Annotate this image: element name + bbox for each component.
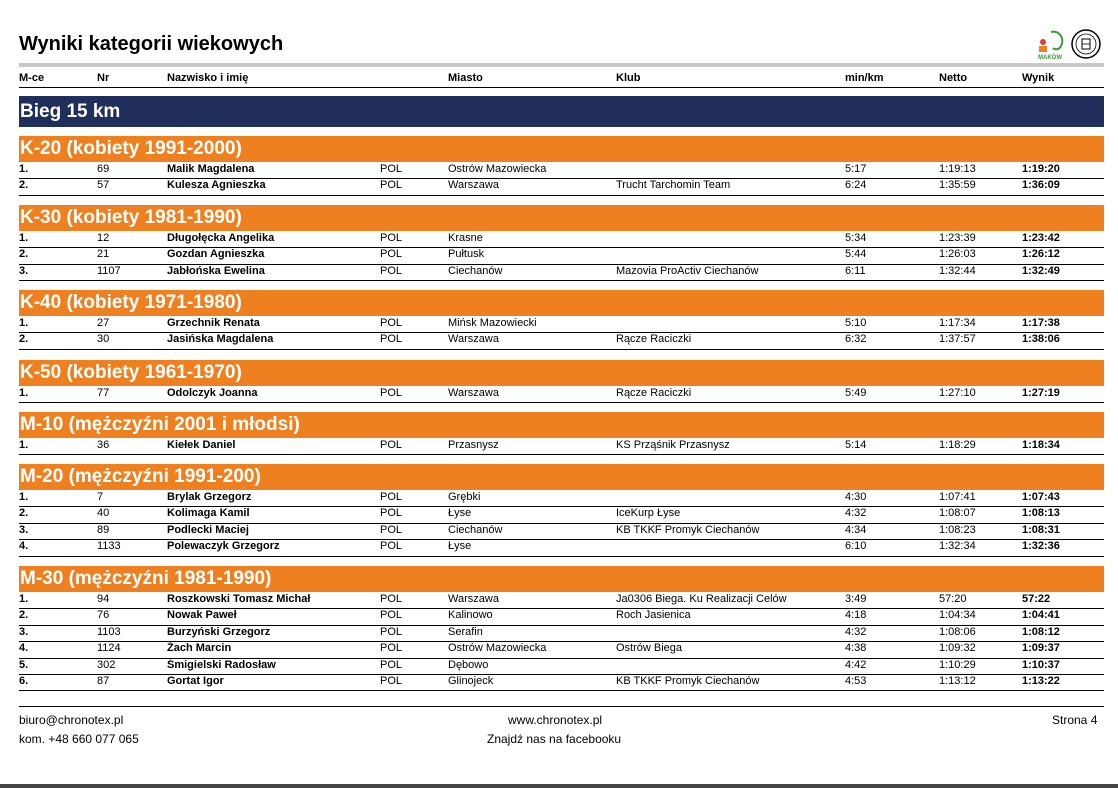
cell-result: 1:27:19: [1022, 387, 1060, 399]
cell-nr: 1124: [97, 642, 121, 655]
cell-place: 3.: [19, 264, 29, 277]
cell-country: POL: [380, 248, 403, 261]
cell-club: KS Prząśnik Przasnysz: [616, 439, 730, 451]
table-row: [19, 162, 1104, 179]
cell-pace: 4:18: [845, 609, 867, 622]
cell-city: Glinojeck: [448, 675, 494, 687]
cell-place: 3.: [19, 625, 29, 638]
cell-name: Nowak Paweł: [167, 609, 237, 622]
cell-country: POL: [380, 179, 403, 192]
cell-city: Dębowo: [448, 658, 489, 671]
footer-rule: [19, 706, 1104, 707]
table-row: [19, 247, 1104, 264]
cell-net: 1:37:57: [939, 333, 976, 346]
cell-pace: 4:38: [845, 642, 867, 655]
cell-country: POL: [380, 507, 403, 520]
cell-country: POL: [380, 675, 403, 687]
cell-result: 1:32:36: [1022, 540, 1060, 553]
cell-net: 1:08:07: [939, 507, 976, 520]
table-row: [19, 178, 1104, 195]
cell-city: Łyse: [448, 540, 472, 553]
cell-net: 1:04:34: [939, 609, 976, 622]
cell-result: 1:19:20: [1022, 163, 1060, 175]
cell-net: 1:10:29: [939, 658, 976, 671]
cell-city: Warszawa: [448, 387, 499, 399]
cell-country: POL: [380, 317, 403, 329]
cell-city: Ciechanów: [448, 523, 503, 536]
cell-city: Ostrów Mazowiecka: [448, 163, 547, 175]
cell-pace: 5:34: [845, 232, 867, 244]
cell-result: 1:17:38: [1022, 317, 1060, 329]
cell-pace: 6:11: [845, 264, 866, 277]
table-row: [19, 625, 1104, 642]
cell-pace: 5:14: [845, 439, 867, 451]
col-name: Nazwisko i imię: [167, 72, 249, 84]
cell-nr: 94: [97, 593, 110, 605]
cell-name: Śmigielski Radosław: [167, 658, 276, 671]
cell-city: Ostrów Mazowiecka: [448, 642, 547, 655]
cell-net: 1:32:34: [939, 540, 976, 553]
cell-nr: 57: [97, 179, 110, 192]
cell-club: Rącze Raciczki: [616, 387, 692, 399]
cell-country: POL: [380, 439, 403, 451]
cell-result: 1:13:22: [1022, 675, 1060, 687]
table-row: [19, 231, 1104, 248]
logo-text: MAKÓW: [1038, 55, 1062, 61]
cell-result: 1:08:12: [1022, 625, 1060, 638]
cell-city: Kalinowo: [448, 609, 493, 622]
footer-facebook: Znajdź nas na facebooku: [487, 732, 622, 746]
cell-nr: 21: [97, 248, 110, 261]
footer-website: www.chronotex.pl: [508, 713, 603, 727]
category-title: M-30 (mężczyźni 1981-1990): [19, 566, 1104, 592]
cell-place: 5.: [19, 658, 29, 671]
header-rule: [19, 63, 1104, 67]
cell-place: 2.: [19, 248, 29, 261]
cell-nr: 12: [97, 232, 110, 244]
col-club: Klub: [616, 72, 641, 84]
category-title: K-50 (kobiety 1961-1970): [19, 360, 1104, 386]
cell-country: POL: [380, 232, 403, 244]
cell-place: 4.: [19, 540, 29, 553]
table-row: [19, 641, 1104, 658]
col-net: Netto: [939, 72, 968, 84]
page-title: Wyniki kategorii wiekowych: [19, 33, 284, 55]
cell-pace: 4:32: [845, 625, 867, 638]
cell-place: 1.: [19, 232, 29, 244]
category-title: M-10 (mężczyźni 2001 i młodsi): [19, 412, 1104, 438]
cell-country: POL: [380, 625, 403, 638]
footer-email: biuro@chronotex.pl: [19, 713, 124, 727]
cell-pace: 4:42: [845, 658, 867, 671]
cell-net: 1:13:12: [939, 675, 976, 687]
cell-name: Długołęcka Angelika: [167, 232, 275, 244]
cell-place: 6.: [19, 675, 29, 687]
cell-place: 1.: [19, 491, 29, 503]
table-row: [19, 539, 1104, 556]
makow-logo-icon: [1033, 28, 1067, 62]
footer-page: Strona 4: [1052, 713, 1098, 727]
cell-place: 4.: [19, 642, 29, 655]
cell-place: 2.: [19, 609, 29, 622]
cell-nr: 69: [97, 163, 110, 175]
cell-club: Rącze Raciczki: [616, 333, 692, 346]
cell-nr: 77: [97, 387, 110, 399]
cell-country: POL: [380, 642, 403, 655]
cell-country: POL: [380, 609, 403, 622]
cell-name: Kiełek Daniel: [167, 439, 236, 451]
cell-name: Roszkowski Tomasz Michał: [167, 593, 311, 605]
cell-club: Trucht Tarchomin Team: [616, 179, 731, 192]
cell-nr: 87: [97, 675, 110, 687]
cell-city: Ciechanów: [448, 264, 503, 277]
cell-name: Burzyński Grzegorz: [167, 625, 271, 638]
cell-net: 1:23:39: [939, 232, 976, 244]
cell-club: IceKurp Łyse: [616, 507, 681, 520]
cell-result: 57:22: [1022, 593, 1051, 605]
cell-net: 57:20: [939, 593, 967, 605]
cell-result: 1:32:49: [1022, 264, 1060, 277]
cell-club: Mazovia ProActiv Ciechanów: [616, 264, 759, 277]
cell-city: Mińsk Mazowiecki: [448, 317, 537, 329]
cell-country: POL: [380, 523, 403, 536]
cell-country: POL: [380, 491, 403, 503]
cell-name: Kolimaga Kamil: [167, 507, 250, 520]
cell-place: 2.: [19, 507, 29, 520]
col-nr: Nr: [97, 72, 110, 84]
col-result: Wynik: [1022, 72, 1055, 84]
cell-net: 1:17:34: [939, 317, 976, 329]
cell-net: 1:18:29: [939, 439, 976, 451]
cell-city: Warszawa: [448, 593, 499, 605]
cell-country: POL: [380, 333, 403, 346]
cell-club: KB TKKF Promyk Ciechanów: [616, 523, 760, 536]
cell-place: 1.: [19, 163, 29, 175]
cell-place: 3.: [19, 523, 29, 536]
cell-nr: 40: [97, 507, 110, 520]
cell-place: 1.: [19, 317, 29, 329]
table-row: [19, 332, 1104, 349]
cell-nr: 76: [97, 609, 110, 622]
cell-club: KB TKKF Promyk Ciechanów: [616, 675, 760, 687]
cell-result: 1:18:34: [1022, 439, 1060, 451]
col-place: M-ce: [19, 72, 45, 84]
cell-name: Kulesza Agnieszka: [167, 179, 266, 192]
table-row: [19, 316, 1104, 333]
cell-result: 1:26:12: [1022, 248, 1060, 261]
seal-logo-icon: [1070, 28, 1102, 60]
cell-city: Grębki: [448, 491, 481, 503]
cell-country: POL: [380, 387, 403, 399]
cell-nr: 1107: [97, 264, 121, 277]
cell-pace: 3:49: [845, 593, 867, 605]
cell-nr: 27: [97, 317, 110, 329]
cell-name: Malik Magdalena: [167, 163, 255, 175]
cell-city: Warszawa: [448, 333, 499, 346]
col-pace: min/km: [845, 72, 884, 84]
cell-name: Żach Marcin: [167, 642, 232, 655]
cell-net: 1:19:13: [939, 163, 976, 175]
cell-nr: 7: [97, 491, 104, 503]
cell-name: Grzechnik Renata: [167, 317, 260, 329]
cell-net: 1:35:59: [939, 179, 976, 192]
category-title: K-20 (kobiety 1991-2000): [19, 136, 1104, 162]
cell-nr: 36: [97, 439, 110, 451]
cell-country: POL: [380, 540, 403, 553]
cell-net: 1:26:03: [939, 248, 976, 261]
category-title: K-40 (kobiety 1971-1980): [19, 290, 1104, 316]
cell-place: 2.: [19, 179, 29, 192]
cell-pace: 6:24: [845, 179, 867, 192]
table-row: [19, 506, 1104, 523]
cell-result: 1:09:37: [1022, 642, 1060, 655]
table-row: [19, 674, 1104, 691]
cell-name: Gozdan Agnieszka: [167, 248, 265, 261]
cell-name: Podlecki Maciej: [167, 523, 249, 536]
cell-place: 1.: [19, 593, 29, 605]
cell-result: 1:38:06: [1022, 333, 1060, 346]
table-row: [19, 592, 1104, 609]
cell-result: 1:08:13: [1022, 507, 1060, 520]
footer-phone: kom. +48 660 077 065: [19, 732, 139, 746]
table-row: [19, 386, 1104, 403]
cell-name: Jabłońska Ewelina: [167, 264, 265, 277]
table-row: [19, 523, 1104, 540]
cell-pace: 6:32: [845, 333, 867, 346]
cell-result: 1:23:42: [1022, 232, 1060, 244]
cell-name: Jasińska Magdalena: [167, 333, 274, 346]
table-row: [19, 608, 1104, 625]
cell-result: 1:08:31: [1022, 523, 1060, 536]
cell-result: 1:10:37: [1022, 658, 1060, 671]
cell-name: Brylak Grzegorz: [167, 491, 252, 503]
cell-city: Łyse: [448, 507, 472, 520]
cell-result: 1:07:43: [1022, 491, 1060, 503]
cell-club: Ostrów Biega: [616, 642, 683, 655]
cell-nr: 1103: [97, 625, 121, 638]
cell-nr: 30: [97, 333, 110, 346]
cell-name: Polewaczyk Grzegorz: [167, 540, 280, 553]
cell-place: 2.: [19, 333, 29, 346]
cell-net: 1:08:23: [939, 523, 976, 536]
cell-city: Przasnysz: [448, 439, 499, 451]
cell-country: POL: [380, 658, 403, 671]
cell-name: Gortat Igor: [167, 675, 224, 687]
cell-net: 1:32:44: [939, 264, 976, 277]
cell-net: 1:27:10: [939, 387, 976, 399]
cell-pace: 4:34: [845, 523, 867, 536]
cell-club: Ja0306 Biega. Ku Realizacji Celów: [616, 593, 787, 605]
cell-city: Warszawa: [448, 179, 499, 192]
cell-pace: 4:30: [845, 491, 867, 503]
cell-pace: 5:44: [845, 248, 867, 261]
cell-pace: 5:10: [845, 317, 867, 329]
cell-city: Pułtusk: [448, 248, 485, 261]
cell-pace: 5:49: [845, 387, 867, 399]
cell-name: Odolczyk Joanna: [167, 387, 258, 399]
race-title: Bieg 15 km: [19, 96, 1104, 127]
col-city: Miasto: [448, 72, 483, 84]
table-row: [19, 490, 1104, 507]
cell-pace: 4:53: [845, 675, 867, 687]
cell-place: 1.: [19, 439, 29, 451]
cell-nr: 1133: [97, 540, 121, 553]
cell-country: POL: [380, 593, 403, 605]
cell-country: POL: [380, 163, 403, 175]
cell-pace: 6:10: [845, 540, 867, 553]
cell-nr: 302: [97, 658, 116, 671]
column-header: [19, 68, 1104, 88]
cell-place: 1.: [19, 387, 29, 399]
category-title: M-20 (mężczyźni 1991-200): [19, 464, 1104, 490]
cell-country: POL: [380, 264, 403, 277]
cell-net: 1:08:06: [939, 625, 976, 638]
cell-pace: 5:17: [845, 163, 867, 175]
cell-result: 1:04:41: [1022, 609, 1060, 622]
cell-result: 1:36:09: [1022, 179, 1060, 192]
bottom-edge: [0, 784, 1118, 788]
cell-pace: 4:32: [845, 507, 867, 520]
table-row: [19, 264, 1104, 281]
table-row: [19, 658, 1104, 675]
cell-nr: 89: [97, 523, 110, 536]
cell-city: Serafin: [448, 625, 483, 638]
cell-net: 1:09:32: [939, 642, 976, 655]
table-row: [19, 438, 1104, 455]
category-title: K-30 (kobiety 1981-1990): [19, 205, 1104, 231]
cell-club: Roch Jasienica: [616, 609, 691, 622]
cell-city: Krasne: [448, 232, 483, 244]
cell-net: 1:07:41: [939, 491, 976, 503]
